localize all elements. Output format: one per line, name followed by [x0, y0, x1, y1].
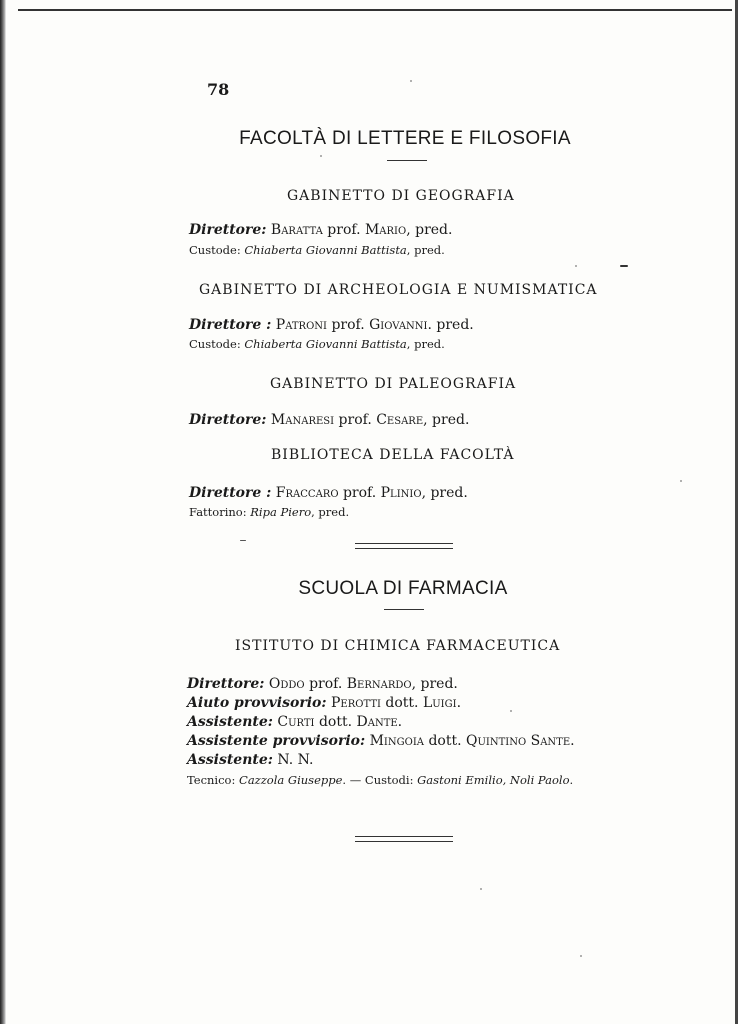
end-divider — [355, 836, 453, 842]
role-label: Aiuto provvisorio: — [187, 695, 327, 711]
given-name: Luigi — [422, 695, 457, 711]
entry-assistente-istituto — [187, 714, 402, 730]
end-period: . — [569, 773, 574, 787]
scan-left-edge — [0, 0, 6, 1024]
role-label: Assistente: — [187, 714, 273, 730]
entry-direttore-geografia — [189, 222, 452, 238]
role-label: Fattorino: — [189, 505, 247, 519]
entry-fattorino-biblioteca — [189, 505, 349, 519]
faculty-title: FACOLTÀ DI LETTERE E FILOSOFIA — [239, 128, 571, 149]
person-name: Chiaberta Giovanni Battista — [244, 337, 407, 351]
title: prof. — [338, 412, 372, 428]
given-name: Mario — [364, 222, 407, 238]
entry-direttore-istituto — [187, 676, 458, 692]
given-name: Giovanni — [369, 317, 428, 333]
school-title: SCUOLA DI FARMACIA — [298, 578, 508, 599]
scan-speck — [410, 80, 412, 82]
surname: Manaresi — [270, 412, 335, 428]
separator: . — — [342, 773, 365, 787]
title-underline — [387, 160, 427, 161]
entry-assistente-nn-istituto — [187, 752, 313, 768]
given-name: Quintino Sante — [466, 733, 571, 749]
school-title-underline — [384, 609, 424, 610]
tail: , pred. — [311, 505, 350, 519]
surname: Baratta — [270, 222, 323, 238]
role-label: Assistente: — [187, 752, 273, 768]
title: dott. — [385, 695, 419, 711]
section-heading-biblioteca: BIBLIOTECA DELLA FACOLTÀ — [271, 447, 515, 463]
tail: . — [456, 695, 462, 711]
tail: . — [570, 733, 575, 749]
section-heading-archeologia: GABINETTO DI ARCHEOLOGIA E NUMISMATICA — [199, 282, 598, 298]
role-label: Direttore : — [189, 317, 272, 333]
scan-top-border — [18, 9, 732, 11]
tail: . — [397, 714, 403, 730]
custodi-label: Custodi: — [364, 773, 414, 787]
section-divider — [355, 543, 453, 549]
role-label: Direttore: — [189, 222, 267, 238]
tail: , pred. — [423, 412, 470, 428]
given-name: Dante — [356, 714, 398, 730]
title: dott. — [428, 733, 462, 749]
surname: Curti — [277, 714, 315, 730]
title: prof. — [342, 485, 377, 501]
entry-custode-geografia — [189, 243, 445, 257]
entry-direttore-biblioteca — [189, 485, 468, 501]
person-name: Chiaberta Giovanni Battista — [244, 243, 407, 257]
role-label: Direttore : — [189, 485, 272, 501]
scan-speck — [680, 480, 682, 482]
title: prof. — [327, 222, 361, 238]
role-label: Direttore: — [189, 412, 267, 428]
surname: Fraccaro — [275, 485, 339, 501]
tail: , pred. — [411, 676, 458, 692]
scan-speck — [480, 888, 482, 890]
surname: Perotti — [331, 695, 381, 711]
section-heading-paleografia: GABINETTO DI PALEOGRAFIA — [270, 376, 517, 392]
scan-speck — [320, 155, 322, 157]
institute-heading: ISTITUTO DI CHIMICA FARMACEUTICA — [235, 638, 561, 654]
role-label: Direttore: — [187, 676, 265, 692]
person-name: Ripa Piero — [250, 505, 312, 519]
surname: Mingoia — [369, 733, 424, 749]
tail: , pred. — [421, 485, 468, 501]
entry-aiuto-istituto — [187, 695, 461, 711]
role-label: Assistente provvisorio: — [187, 733, 366, 749]
tail: . pred. — [427, 317, 474, 333]
tecnico-label: Tecnico: — [187, 773, 236, 787]
section-heading-geografia: GABINETTO DI GEOGRAFIA — [287, 188, 515, 204]
plain-name: N. N. — [277, 752, 314, 768]
entry-direttore-archeologia — [189, 317, 474, 333]
role-label: Custode: — [189, 337, 241, 351]
scan-speck — [575, 265, 577, 267]
scan-speck — [580, 955, 582, 957]
tail: , pred. — [406, 243, 445, 257]
given-name: Bernardo — [346, 676, 412, 692]
title: prof. — [331, 317, 365, 333]
scan-speck — [240, 540, 246, 541]
given-name: Plinio — [380, 485, 422, 501]
entry-custode-archeologia — [189, 337, 445, 351]
entry-assistente-provvisorio-istituto — [187, 733, 575, 749]
custodi-names: Gastoni Emilio, Noli Paolo — [417, 773, 570, 787]
scan-speck — [620, 265, 628, 267]
scan-speck — [510, 710, 512, 712]
given-name: Cesare — [376, 412, 424, 428]
entry-tecnico-custodi — [187, 773, 573, 787]
title: prof. — [309, 676, 343, 692]
tail: , pred. — [406, 222, 453, 238]
page-number: 78 — [207, 80, 230, 99]
surname: Patroni — [275, 317, 327, 333]
role-label: Custode: — [189, 243, 241, 257]
surname: Oddo — [268, 676, 305, 692]
tecnico-name: Cazzola Giuseppe — [239, 773, 343, 787]
title: dott. — [318, 714, 353, 730]
tail: , pred. — [406, 337, 445, 351]
entry-direttore-paleografia — [189, 412, 469, 428]
